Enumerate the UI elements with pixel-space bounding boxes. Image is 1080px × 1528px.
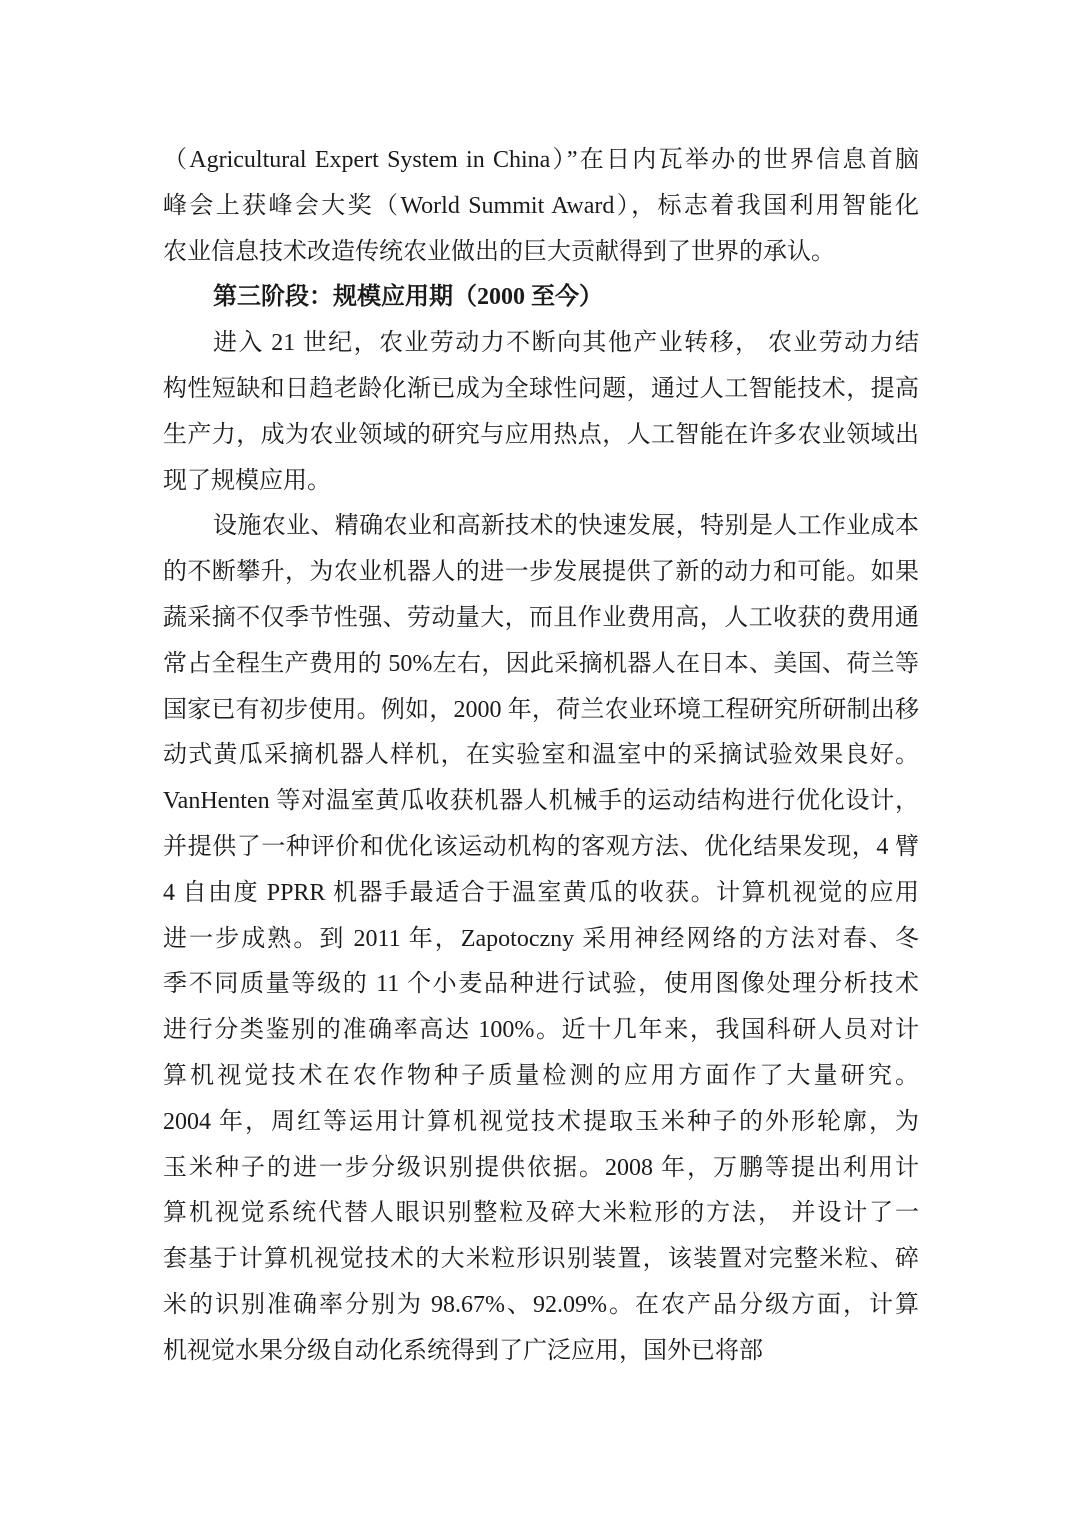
text-line: 现了规模应用。 (163, 467, 331, 494)
text-line: 农业信息技术改造传统农业做出的巨大贡献得到了世界的承认。 (163, 238, 835, 265)
text-line: 常占全程生产费用的 50%左右，因此采摘机器人在日本、美国、荷兰等 (163, 650, 919, 677)
section-heading: 第三阶段：规模应用期（2000 至今） (213, 284, 603, 311)
text-line: 的不断攀升，为农业机器人的进一步发展提供了新的动力和可能。如果 (163, 559, 919, 586)
text-line: 设施农业、精确农业和高新技术的快速发展，特别是人工作业成本 (213, 513, 919, 540)
text-line: 进行分类鉴别的准确率高达 100%。近十几年来，我国科研人员对计 (163, 1017, 919, 1044)
text-line: 4 自由度 PPRR 机器手最适合于温室黄瓜的收获。计算机视觉的应用 (163, 879, 919, 906)
text-line: 玉米种子的进一步分级识别提供依据。2008 年，万鹏等提出利用计 (163, 1154, 919, 1181)
text-line: 米的识别准确率分别为 98.67%、92.09%。在农产品分级方面，计算 (163, 1292, 919, 1318)
text-line: 蔬采摘不仅季节性强、劳动量大，而且作业费用高，人工收获的费用通 (163, 605, 919, 631)
text-line: 算机视觉系统代替人眼识别整粒及碎大米粒形的方法， 并设计了一 (163, 1200, 919, 1227)
text-line: VanHenten 等对温室黄瓜收获机器人机械手的运动结构进行优化设计， (163, 788, 919, 815)
text-line: 套基于计算机视觉技术的大米粒形识别装置，该装置对完整米粒、碎 (163, 1246, 919, 1273)
text-line: 生产力，成为农业领域的研究与应用热点，人工智能在许多农业领域出 (163, 421, 919, 448)
text-line: 机视觉水果分级自动化系统得到了广泛应用，国外已将部 (163, 1337, 763, 1364)
text-line: （Agricultural Expert System in China）”在日内瓦举办的世界信息首脑 (163, 147, 919, 173)
text-line: 构性短缺和日趋老龄化渐已成为全球性问题，通过人工智能技术，提高 (163, 376, 919, 402)
text-line: 进入 21 世纪，农业劳动力不断向其他产业转移， 农业劳动力结 (213, 330, 919, 357)
text-line: 动式黄瓜采摘机器人样机，在实验室和温室中的采摘试验效果良好。 (163, 742, 919, 769)
text-line: 国家已有初步使用。例如，2000 年，荷兰农业环境工程研究所研制出移 (163, 696, 919, 723)
text-line: 季不同质量等级的 11 个小麦品种进行试验，使用图像处理分析技术 (163, 971, 919, 998)
text-line: 进一步成熟。到 2011 年，Zapotoczny 采用神经网络的方法对春、冬 (163, 925, 919, 952)
text-line: 峰会上获峰会大奖（World Summit Award），标志着我国利用智能化 (163, 192, 919, 219)
text-line: 2004 年，周红等运用计算机视觉技术提取玉米种子的外形轮廓，为 (163, 1108, 919, 1135)
text-line: 算机视觉技术在农作物种子质量检测的应用方面作了大量研究。 (163, 1063, 919, 1089)
text-line: 并提供了一种评价和优化该运动机构的客观方法、优化结果发现，4 臂 (163, 834, 919, 860)
